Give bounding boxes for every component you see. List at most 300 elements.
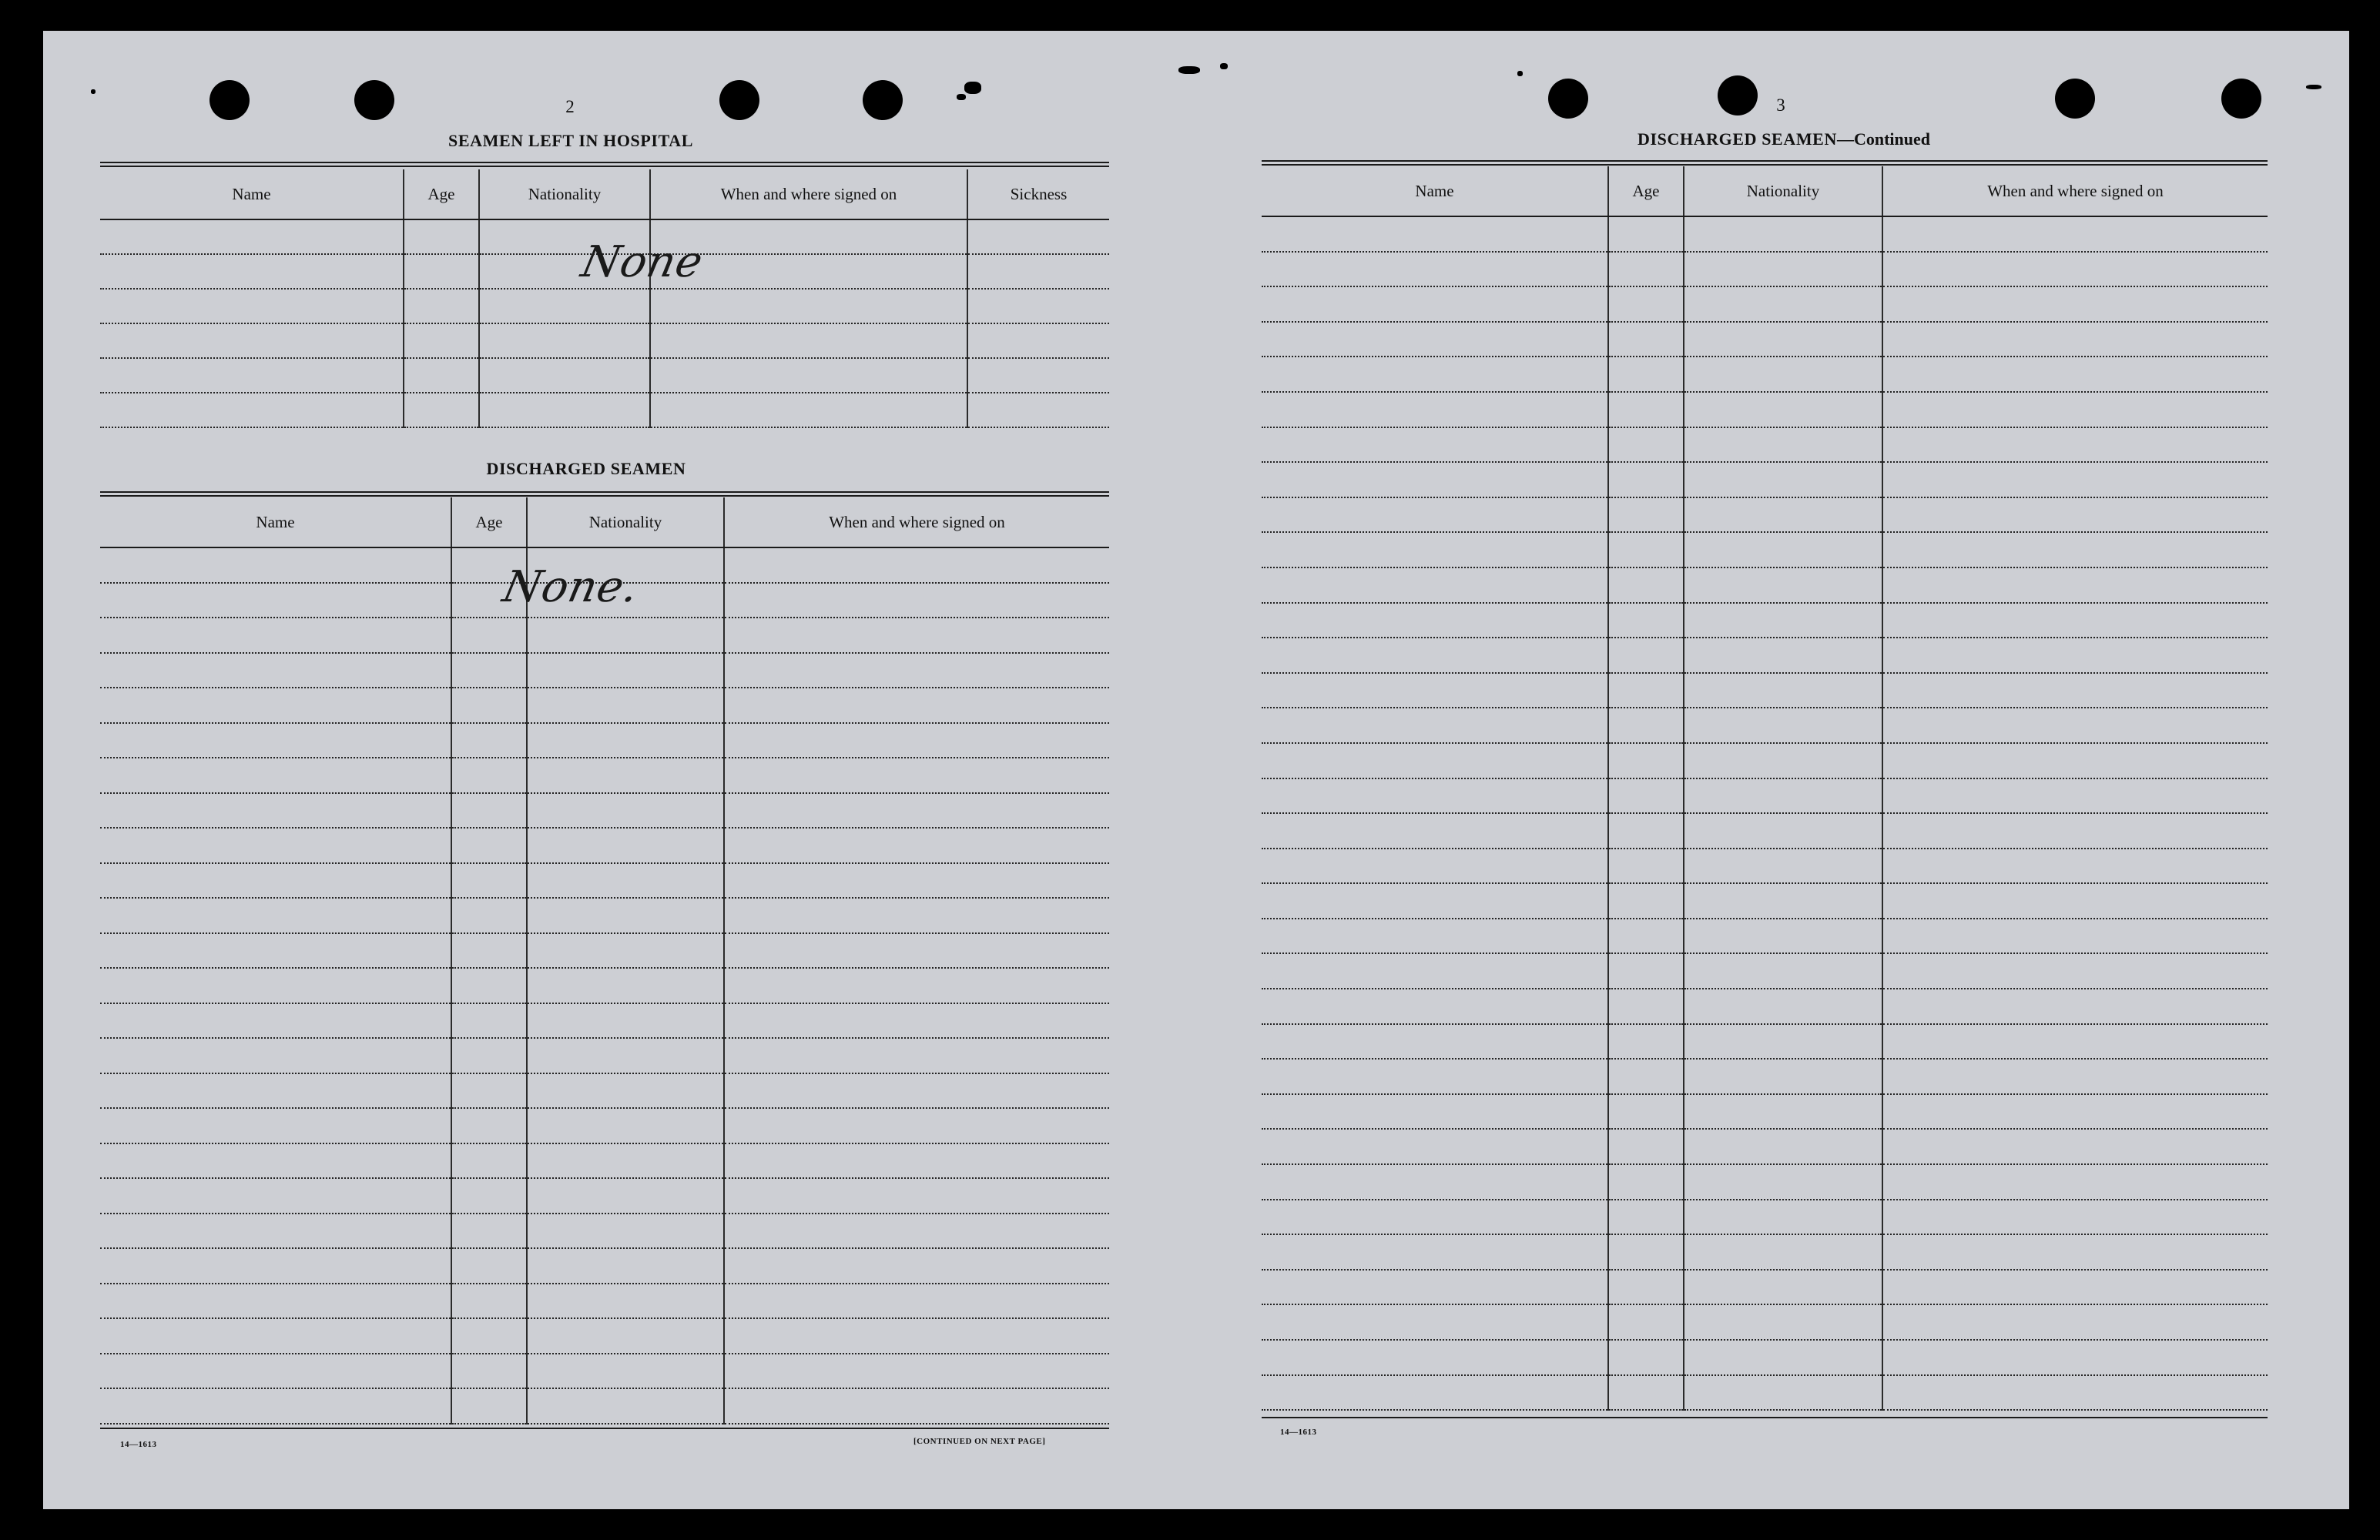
table-cell	[1684, 497, 1882, 533]
table-cell	[527, 1388, 724, 1424]
table-cell	[451, 828, 527, 863]
table-cell	[1608, 1164, 1684, 1200]
table-cell	[100, 1248, 451, 1284]
table-cell	[650, 323, 967, 358]
table-cell	[451, 723, 527, 758]
table-cell	[1608, 1059, 1684, 1094]
table-cell	[404, 219, 479, 254]
table-cell	[1684, 286, 1882, 322]
table-cell	[1882, 322, 2268, 357]
table-cell	[1684, 849, 1882, 884]
table-row	[1262, 673, 2268, 708]
table-cell	[1608, 1304, 1684, 1340]
table-cell	[100, 758, 451, 793]
punch-hole	[1718, 75, 1758, 116]
table-cell	[100, 358, 404, 393]
table-cell	[100, 1143, 451, 1179]
table-cell	[527, 1214, 724, 1249]
table-row	[1262, 286, 2268, 322]
table-cell	[1882, 1234, 2268, 1270]
table-cell	[1608, 216, 1684, 252]
table-cell	[1882, 989, 2268, 1024]
table-cell	[1684, 638, 1882, 673]
table-cell	[650, 393, 967, 427]
table-cell	[100, 1003, 451, 1039]
speck	[964, 82, 981, 94]
table-cell	[100, 583, 451, 618]
table-row	[1262, 1094, 2268, 1130]
table-cell	[451, 1354, 527, 1389]
page-number-left: 2	[565, 97, 575, 116]
table-cell	[1684, 567, 1882, 603]
table-row	[1262, 1129, 2268, 1164]
table-cell	[1262, 1234, 1608, 1270]
left-bottom-rule	[100, 1428, 1109, 1429]
table-cell	[1608, 708, 1684, 743]
table-cell	[1608, 497, 1684, 533]
table-row	[100, 1318, 1109, 1354]
table-cell	[100, 323, 404, 358]
table-row	[1262, 462, 2268, 497]
table-cell	[1684, 1024, 1882, 1060]
table-cell	[451, 1248, 527, 1284]
table-cell	[451, 1038, 527, 1073]
table-cell	[1262, 849, 1608, 884]
table-cell	[527, 1143, 724, 1179]
table-cell	[1684, 813, 1882, 849]
table-row	[100, 898, 1109, 933]
table-cell	[404, 254, 479, 289]
column-header-age: Age	[451, 497, 527, 547]
speck	[957, 94, 966, 100]
table-cell	[1262, 567, 1608, 603]
table-cell	[724, 1038, 1109, 1073]
table-row	[1262, 392, 2268, 427]
table-cell	[451, 618, 527, 653]
table-row	[100, 1354, 1109, 1389]
table-cell	[451, 1214, 527, 1249]
table-row	[100, 933, 1109, 969]
table-cell	[1262, 1024, 1608, 1060]
table-cell	[527, 793, 724, 829]
table-cell	[1262, 778, 1608, 814]
table-cell	[1262, 638, 1608, 673]
table-cell	[451, 1388, 527, 1424]
table-cell	[1684, 1234, 1882, 1270]
table-row	[1262, 497, 2268, 533]
table-cell	[1684, 392, 1882, 427]
table-cell	[527, 1284, 724, 1319]
punch-hole	[863, 80, 903, 120]
table-cell	[1262, 392, 1608, 427]
page-number-right: 3	[1776, 95, 1785, 115]
table-cell	[1262, 1340, 1608, 1375]
table-row	[1262, 322, 2268, 357]
table-cell	[527, 1318, 724, 1354]
table-cell	[1882, 849, 2268, 884]
table-cell	[527, 1248, 724, 1284]
table-cell	[451, 1178, 527, 1214]
table-row	[100, 1108, 1109, 1143]
table-cell	[527, 723, 724, 758]
table-cell	[100, 723, 451, 758]
table-cell	[1262, 883, 1608, 919]
table-cell	[100, 898, 451, 933]
table-cell	[451, 653, 527, 688]
table-cell	[1608, 462, 1684, 497]
table-cell	[1262, 1270, 1608, 1305]
table-cell	[1262, 743, 1608, 778]
table-cell	[1262, 989, 1608, 1024]
table-cell	[100, 1073, 451, 1109]
table-cell	[100, 863, 451, 899]
table-cell	[724, 1003, 1109, 1039]
table-cell	[1882, 1024, 2268, 1060]
table-cell	[451, 793, 527, 829]
table-cell	[1882, 462, 2268, 497]
table-cell	[724, 863, 1109, 899]
table-row	[1262, 1375, 2268, 1411]
table-row	[100, 323, 1109, 358]
table-cell	[100, 793, 451, 829]
table-cell	[724, 968, 1109, 1003]
table-cell	[404, 289, 479, 323]
table-cell	[1262, 1375, 1608, 1411]
table-cell	[724, 1108, 1109, 1143]
column-header-nationality: Nationality	[527, 497, 724, 547]
table-cell	[1608, 638, 1684, 673]
table-cell	[479, 393, 650, 427]
table-cell	[1684, 462, 1882, 497]
table-cell	[1262, 462, 1608, 497]
table-cell	[967, 358, 1109, 393]
table-cell	[1882, 883, 2268, 919]
column-header-age: Age	[1608, 166, 1684, 216]
table-cell	[967, 393, 1109, 427]
table-cell	[527, 618, 724, 653]
table-cell	[1882, 1270, 2268, 1305]
table-row	[1262, 1024, 2268, 1060]
table-cell	[724, 1073, 1109, 1109]
table-row	[100, 793, 1109, 829]
continued-note: [CONTINUED ON NEXT PAGE]	[913, 1437, 1046, 1446]
table-cell	[451, 898, 527, 933]
table-row	[100, 758, 1109, 793]
punch-hole	[2055, 79, 2095, 119]
table-cell	[1882, 532, 2268, 567]
table-cell	[724, 898, 1109, 933]
table-row	[1262, 883, 2268, 919]
table-row	[1262, 1304, 2268, 1340]
table-cell	[1262, 1059, 1608, 1094]
table-cell	[1684, 1059, 1882, 1094]
table-cell	[1608, 989, 1684, 1024]
table-cell	[100, 828, 451, 863]
table-cell	[1262, 427, 1608, 463]
table-cell	[1608, 813, 1684, 849]
table-cell	[1684, 1200, 1882, 1235]
table-cell	[1262, 216, 1608, 252]
table-cell	[1684, 1094, 1882, 1130]
table-cell	[1684, 743, 1882, 778]
table-cell	[404, 393, 479, 427]
table-cell	[1684, 1304, 1882, 1340]
table-cell	[1262, 603, 1608, 638]
table-cell	[1684, 532, 1882, 567]
table-row	[1262, 603, 2268, 638]
table-cell	[100, 289, 404, 323]
table-row	[100, 1388, 1109, 1424]
table-cell	[100, 393, 404, 427]
discharged-continued-table	[1262, 166, 2268, 1411]
table-cell	[724, 828, 1109, 863]
column-header-name: Name	[100, 169, 404, 219]
table-cell	[451, 1318, 527, 1354]
table-cell	[100, 1284, 451, 1319]
column-header-nationality: Nationality	[479, 169, 650, 219]
speck	[1517, 71, 1523, 76]
table-row	[1262, 1059, 2268, 1094]
column-header-nationality: Nationality	[1684, 166, 1882, 216]
table-cell	[1684, 1270, 1882, 1305]
table-cell	[1684, 427, 1882, 463]
table-row	[1262, 1340, 2268, 1375]
table-cell	[967, 323, 1109, 358]
table-cell	[724, 1354, 1109, 1389]
hospital-table	[100, 169, 1109, 428]
table-row	[100, 688, 1109, 723]
table-cell	[1262, 1129, 1608, 1164]
table-row	[1262, 532, 2268, 567]
table-row	[100, 1143, 1109, 1179]
table-cell	[724, 653, 1109, 688]
table-row	[1262, 252, 2268, 287]
punch-hole	[210, 80, 250, 120]
table-cell	[1608, 673, 1684, 708]
table-cell	[724, 1143, 1109, 1179]
column-header-age: Age	[404, 169, 479, 219]
table-row	[1262, 849, 2268, 884]
discharged-continued-title-main: DISCHARGED SEAMEN	[1637, 129, 1837, 149]
table-cell	[1882, 708, 2268, 743]
speck	[2306, 85, 2321, 89]
table-row	[100, 1038, 1109, 1073]
table-row	[1262, 1234, 2268, 1270]
table-row	[1262, 989, 2268, 1024]
table-cell	[1684, 216, 1882, 252]
table-row	[1262, 743, 2268, 778]
table-cell	[100, 968, 451, 1003]
table-cell	[527, 1003, 724, 1039]
table-cell	[100, 1038, 451, 1073]
table-cell	[451, 863, 527, 899]
table-cell	[1262, 252, 1608, 287]
column-header-signed-on: When and where signed on	[1882, 166, 2268, 216]
table-cell	[1882, 216, 2268, 252]
table-cell	[1882, 1059, 2268, 1094]
table-cell	[100, 254, 404, 289]
table-row	[100, 1284, 1109, 1319]
table-cell	[650, 358, 967, 393]
table-cell	[527, 1073, 724, 1109]
table-cell	[527, 688, 724, 723]
table-row	[100, 358, 1109, 393]
table-row	[1262, 919, 2268, 954]
table-cell	[1608, 953, 1684, 989]
table-cell	[527, 1354, 724, 1389]
table-row	[1262, 708, 2268, 743]
table-row	[1262, 638, 2268, 673]
table-row	[1262, 216, 2268, 252]
table-cell	[404, 323, 479, 358]
table-cell	[650, 289, 967, 323]
table-row	[100, 968, 1109, 1003]
table-cell	[724, 933, 1109, 969]
table-row	[1262, 1270, 2268, 1305]
table-cell	[1608, 1094, 1684, 1130]
table-cell	[1608, 286, 1684, 322]
table-cell	[1684, 1164, 1882, 1200]
table-row	[1262, 567, 2268, 603]
table-cell	[100, 653, 451, 688]
table-cell	[1684, 357, 1882, 392]
table-cell	[1882, 1304, 2268, 1340]
table-cell	[724, 723, 1109, 758]
table-row	[100, 1003, 1109, 1039]
table-row	[100, 1248, 1109, 1284]
table-row	[1262, 953, 2268, 989]
table-cell	[1684, 708, 1882, 743]
table-cell	[1608, 427, 1684, 463]
table-cell	[724, 1214, 1109, 1249]
table-cell	[100, 688, 451, 723]
table-cell	[1882, 743, 2268, 778]
document-sheet	[43, 31, 2349, 1509]
table-cell	[1608, 1200, 1684, 1235]
table-row	[100, 828, 1109, 863]
table-cell	[527, 828, 724, 863]
table-cell	[1882, 357, 2268, 392]
punch-hole	[2221, 79, 2261, 119]
speck	[1220, 63, 1228, 69]
speck	[1178, 66, 1200, 74]
discharged-double-rule	[100, 491, 1109, 497]
table-cell	[724, 583, 1109, 618]
form-number-left: 14—1613	[120, 1440, 157, 1449]
table-cell	[451, 688, 527, 723]
table-row	[1262, 1200, 2268, 1235]
table-cell	[479, 289, 650, 323]
table-cell	[724, 547, 1109, 583]
table-cell	[1608, 392, 1684, 427]
table-cell	[100, 547, 451, 583]
table-cell	[1882, 567, 2268, 603]
table-cell	[1608, 252, 1684, 287]
table-cell	[451, 1143, 527, 1179]
table-cell	[1608, 567, 1684, 603]
table-cell	[1882, 286, 2268, 322]
table-cell	[100, 1108, 451, 1143]
table-cell	[1882, 1129, 2268, 1164]
table-cell	[1262, 813, 1608, 849]
right-double-rule	[1262, 160, 2268, 166]
table-cell	[1882, 603, 2268, 638]
table-cell	[100, 1354, 451, 1389]
table-cell	[1608, 778, 1684, 814]
table-cell	[1608, 1375, 1684, 1411]
right-bottom-rule	[1262, 1417, 2268, 1418]
hospital-double-rule	[100, 162, 1109, 167]
table-cell	[1882, 1094, 2268, 1130]
table-cell	[527, 933, 724, 969]
table-cell	[479, 323, 650, 358]
table-cell	[1684, 989, 1882, 1024]
table-cell	[100, 1318, 451, 1354]
table-cell	[724, 758, 1109, 793]
table-cell	[724, 1284, 1109, 1319]
table-cell	[1882, 953, 2268, 989]
table-cell	[527, 968, 724, 1003]
table-cell	[1882, 1340, 2268, 1375]
punch-hole	[719, 80, 759, 120]
column-header-signed-on: When and where signed on	[724, 497, 1109, 547]
table-cell	[1608, 1340, 1684, 1375]
table-row	[1262, 357, 2268, 392]
table-cell	[1608, 1270, 1684, 1305]
discharged-continued-title	[1568, 129, 2000, 149]
table-cell	[967, 219, 1109, 254]
table-cell	[724, 618, 1109, 653]
table-cell	[1684, 1375, 1882, 1411]
form-number-right: 14—1613	[1280, 1428, 1317, 1437]
table-cell	[724, 688, 1109, 723]
table-row	[1262, 427, 2268, 463]
table-row	[100, 289, 1109, 323]
table-cell	[1608, 603, 1684, 638]
table-cell	[1882, 252, 2268, 287]
table-row	[1262, 1164, 2268, 1200]
table-cell	[1882, 673, 2268, 708]
table-cell	[451, 758, 527, 793]
table-cell	[1262, 919, 1608, 954]
table-cell	[1882, 1375, 2268, 1411]
column-header-name: Name	[100, 497, 451, 547]
table-cell	[1262, 532, 1608, 567]
table-cell	[1684, 919, 1882, 954]
table-cell	[1608, 919, 1684, 954]
table-cell	[451, 968, 527, 1003]
table-cell	[1262, 1094, 1608, 1130]
table-cell	[967, 289, 1109, 323]
table-cell	[1882, 1164, 2268, 1200]
table-row	[100, 1178, 1109, 1214]
table-cell	[100, 1214, 451, 1249]
table-cell	[1882, 778, 2268, 814]
table-row	[100, 1214, 1109, 1249]
table-row	[100, 723, 1109, 758]
table-row	[100, 393, 1109, 427]
table-cell	[527, 1178, 724, 1214]
table-cell	[451, 933, 527, 969]
discharged-title: DISCHARGED SEAMEN	[486, 459, 686, 478]
table-cell	[1608, 1234, 1684, 1270]
discharged-continued-title-suffix: —Continued	[1836, 129, 1930, 149]
table-cell	[451, 1284, 527, 1319]
table-cell	[1608, 322, 1684, 357]
table-cell	[527, 898, 724, 933]
column-header-sickness: Sickness	[967, 169, 1109, 219]
table-row	[1262, 778, 2268, 814]
